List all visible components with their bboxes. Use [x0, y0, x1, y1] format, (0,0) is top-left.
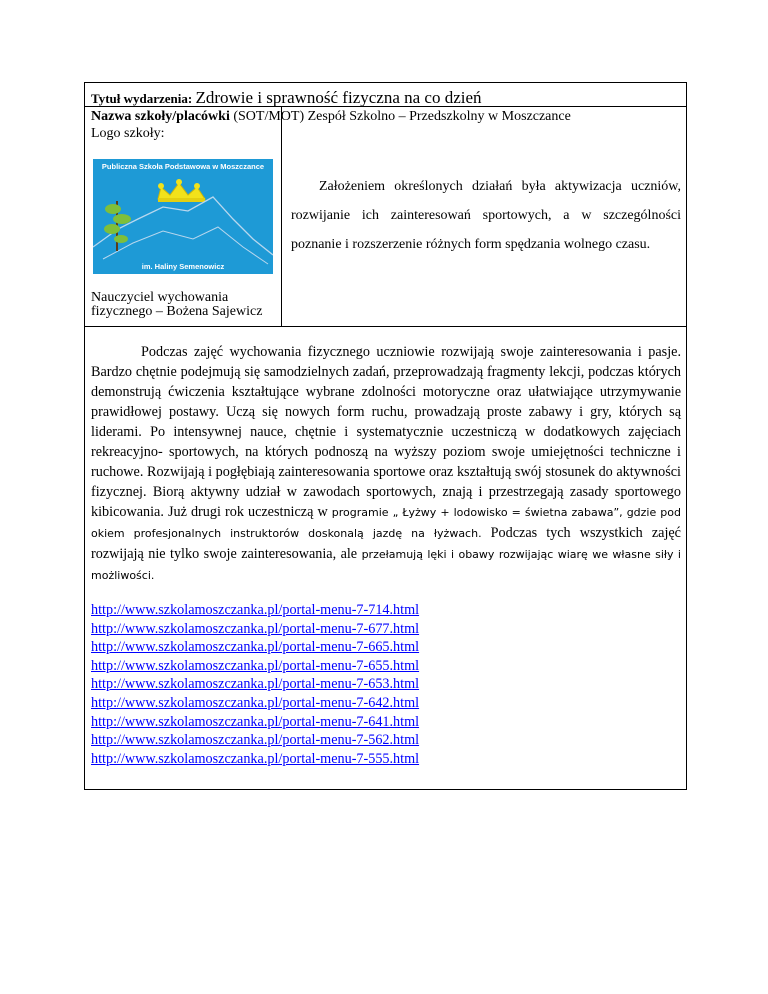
- school-info-row: [85, 107, 686, 327]
- school-logo: [93, 159, 273, 274]
- link-item-2[interactable]: http://www.szkolamoszczanka.pl/portal-menu-7-665.html: [91, 639, 420, 656]
- description-part-2: programie „ Łyżwy + lodowisko = świetna zabawa”, gdzie pod okiem profesjonalnych instruktorów doskonalą jazdę na łyżwach.: [91, 506, 681, 540]
- event-title-line: [91, 88, 482, 108]
- link-item-6[interactable]: http://www.szkolamoszczanka.pl/portal-menu-7-641.html: [91, 713, 420, 730]
- description-row: [85, 327, 686, 789]
- description-paragraph: [91, 342, 681, 586]
- link-item-8[interactable]: http://www.szkolamoszczanka.pl/portal-menu-7-555.html: [91, 750, 420, 767]
- title-row: [85, 83, 686, 107]
- description-part-1: Podczas zajęć wychowania fizycznego uczniowie rozwijają swoje zainteresowania i pasje. Bardzo chętnie podejmują się samodzielnych zadań, przeprowadzają fragmenty lekcji, podczas których demonstrują ćwiczenia kształtujące wybrane zdolności motoryczne oraz ułatwiające utrzymywanie prawidłowej postawy. Uczą się nowych form ruchu, prowadzają proste zabawy i gry, których są liderami. Po intensywnej nauce, chętnie i systematycznie uczestniczą w dodatkowych zajęciach rekreacyjno- sportowych, na których podnoszą na wyższy poziom swoje umiejętności techniczne i ruchowe. Rozwijają i pogłębiają zainteresowania sportowe oraz kształtują swój stosunek do aktywności fizycznej. Biorą aktywny udział w zawodach sportowych, znają i przestrzegają zasady sportowego kibicowania. Już drugi rok uczestniczą w: [91, 344, 681, 520]
- event-form-table: [84, 82, 687, 790]
- link-item-7[interactable]: http://www.szkolamoszczanka.pl/portal-menu-7-562.html: [91, 732, 420, 749]
- school-name-value: (SOT/MOT) Zespół Szkolno – Przedszkolny w Moszczance: [229, 109, 571, 124]
- intro-paragraph: Założeniem określonych działań była aktywizacja uczniów, rozwijanie ich zainteresowań sportowych, a w szczególności poznanie i rozszerzenie różnych form spędzania wolnego czasu.: [291, 179, 681, 252]
- teacher-line-2: fizycznego – Bożena Sajewicz: [91, 304, 263, 319]
- link-item-4[interactable]: http://www.szkolamoszczanka.pl/portal-menu-7-653.html: [91, 676, 420, 693]
- logo-bottom-text: im. Haliny Semenowicz: [141, 262, 225, 271]
- event-title-value: Zdrowie i sprawność fizyczna na co dzień: [195, 88, 482, 107]
- link-item-1[interactable]: http://www.szkolamoszczanka.pl/portal-menu-7-677.html: [91, 620, 420, 637]
- event-title-label: Tytuł wydarzenia:: [91, 91, 196, 106]
- link-item-0[interactable]: http://www.szkolamoszczanka.pl/portal-menu-7-714.html: [91, 602, 420, 618]
- description-part-4: przełamują lęki i obawy rozwijając wiarę we własne siły i możliwości.: [91, 548, 681, 582]
- logo-top-text: Publiczna Szkoła Podstawowa w Moszczance: [101, 162, 265, 171]
- teacher-line-1: Nauczyciel wychowania: [91, 290, 229, 305]
- school-name-label: Nazwa szkoły/placówki: [91, 109, 230, 124]
- link-item-5[interactable]: http://www.szkolamoszczanka.pl/portal-menu-7-642.html: [91, 694, 420, 711]
- logo-label: Logo szkoły:: [91, 126, 165, 141]
- school-name-line: [91, 109, 571, 125]
- link-item-3[interactable]: http://www.szkolamoszczanka.pl/portal-menu-7-655.html: [91, 657, 420, 674]
- links-list: [91, 601, 419, 768]
- teacher-info: [91, 291, 281, 319]
- description-part-3: Podczas tych wszystkich zajęć rozwijają nie tylko swoje zainteresowania, ale: [91, 525, 681, 562]
